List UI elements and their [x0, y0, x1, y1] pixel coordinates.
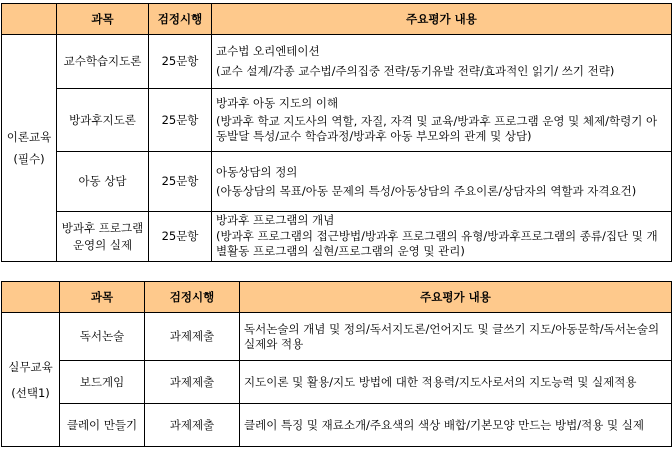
content-title: 아동상담의 정의	[216, 164, 298, 179]
content-cell	[212, 212, 672, 262]
content-cell	[212, 35, 672, 89]
table-row	[2, 313, 672, 361]
subject-cell: 클레이 만들기	[60, 404, 145, 447]
table-row	[2, 212, 672, 262]
exam-cell: 25문항	[149, 89, 212, 152]
content-cell	[240, 313, 672, 361]
exam-cell: 25문항	[149, 152, 212, 212]
content-title: 방과후 프로그램의 개념	[216, 212, 335, 227]
header-content: 주요평가 내용	[212, 4, 672, 35]
exam-cell: 25문항	[149, 35, 212, 89]
category-name: 이론교육	[6, 130, 52, 144]
subject-cell: 방과후지도론	[57, 89, 149, 152]
header-subject: 과목	[57, 4, 149, 35]
content-cell	[212, 152, 672, 212]
content-cell	[240, 361, 672, 404]
category-note: (선택1)	[11, 385, 50, 400]
content-detail: 독서논술의 개념 및 정의/독서지도론/언어지도 및 글쓰기 지도/아동문학/독서논술의 실제와 적용	[244, 321, 660, 351]
category-name: 실무교육	[8, 359, 53, 374]
content-detail: 클레이 특징 및 재료소개/주요색의 색상 배합/기본모양 만드는 방법/적용 및 실제	[244, 417, 645, 432]
exam-cell: 과제제출	[145, 404, 240, 447]
category-note: (필수)	[13, 152, 45, 166]
subject-cell: 교수학습지도론	[57, 35, 149, 89]
header-blank-cell	[2, 4, 57, 35]
content-detail: (방과후 프로그램의 접근방법/방과후 프로그램의 유형/방과후프로그램의 종류/집단 및 개별활동 프로그램의 실현/프로그램의 운영 및 관리)	[216, 228, 658, 258]
table-header-row	[2, 4, 672, 35]
subject-cell: 아동 상담	[57, 152, 149, 212]
header-content: 주요평가 내용	[240, 282, 672, 313]
practical-education-table	[1, 281, 672, 447]
header-blank-cell	[2, 282, 60, 313]
content-detail: (방과후 학교 지도사의 역할, 자질, 자격 및 교육/방과후 프로그램 운영 및 체제/학령기 아동발달 특성/교수 학습과정/방과후 아동 부모와의 관계 및 상담)	[216, 114, 658, 143]
header-exam: 검정시행	[145, 282, 240, 313]
content-cell	[240, 404, 672, 447]
content-title: 방과후 아동 지도의 이해	[216, 96, 339, 110]
subject-cell: 독서논술	[60, 313, 145, 361]
table-header-row	[2, 282, 672, 313]
table-row	[2, 35, 672, 89]
table-row	[2, 361, 672, 404]
table-row	[2, 89, 672, 152]
exam-cell: 과제제출	[145, 361, 240, 404]
table-row	[2, 404, 672, 447]
header-exam: 검정시행	[149, 4, 212, 35]
content-detail: 지도이론 및 활용/지도 방법에 대한 적용력/지도사로서의 지도능력 및 실제적용	[244, 374, 637, 389]
category-cell	[2, 313, 60, 447]
content-detail: (아동상담의 목표/아동 문제의 특성/아동상담의 주요이론/상담자의 역할과 자격요건)	[216, 183, 637, 198]
category-cell	[2, 35, 57, 262]
subject-cell: 보드게임	[60, 361, 145, 404]
exam-cell: 과제제출	[145, 313, 240, 361]
exam-cell: 25문항	[149, 212, 212, 262]
content-detail: (교수 설계/각종 교수법/주의집중 전략/동기유발 전략/효과적인 읽기/ 쓰기 전략)	[216, 64, 615, 78]
header-subject: 과목	[60, 282, 145, 313]
table-row	[2, 152, 672, 212]
content-cell	[212, 89, 672, 152]
subject-cell: 방과후 프로그램 운영의 실제	[57, 212, 149, 262]
theory-education-table	[1, 3, 672, 262]
content-title: 교수법 오리엔테이션	[216, 44, 320, 58]
